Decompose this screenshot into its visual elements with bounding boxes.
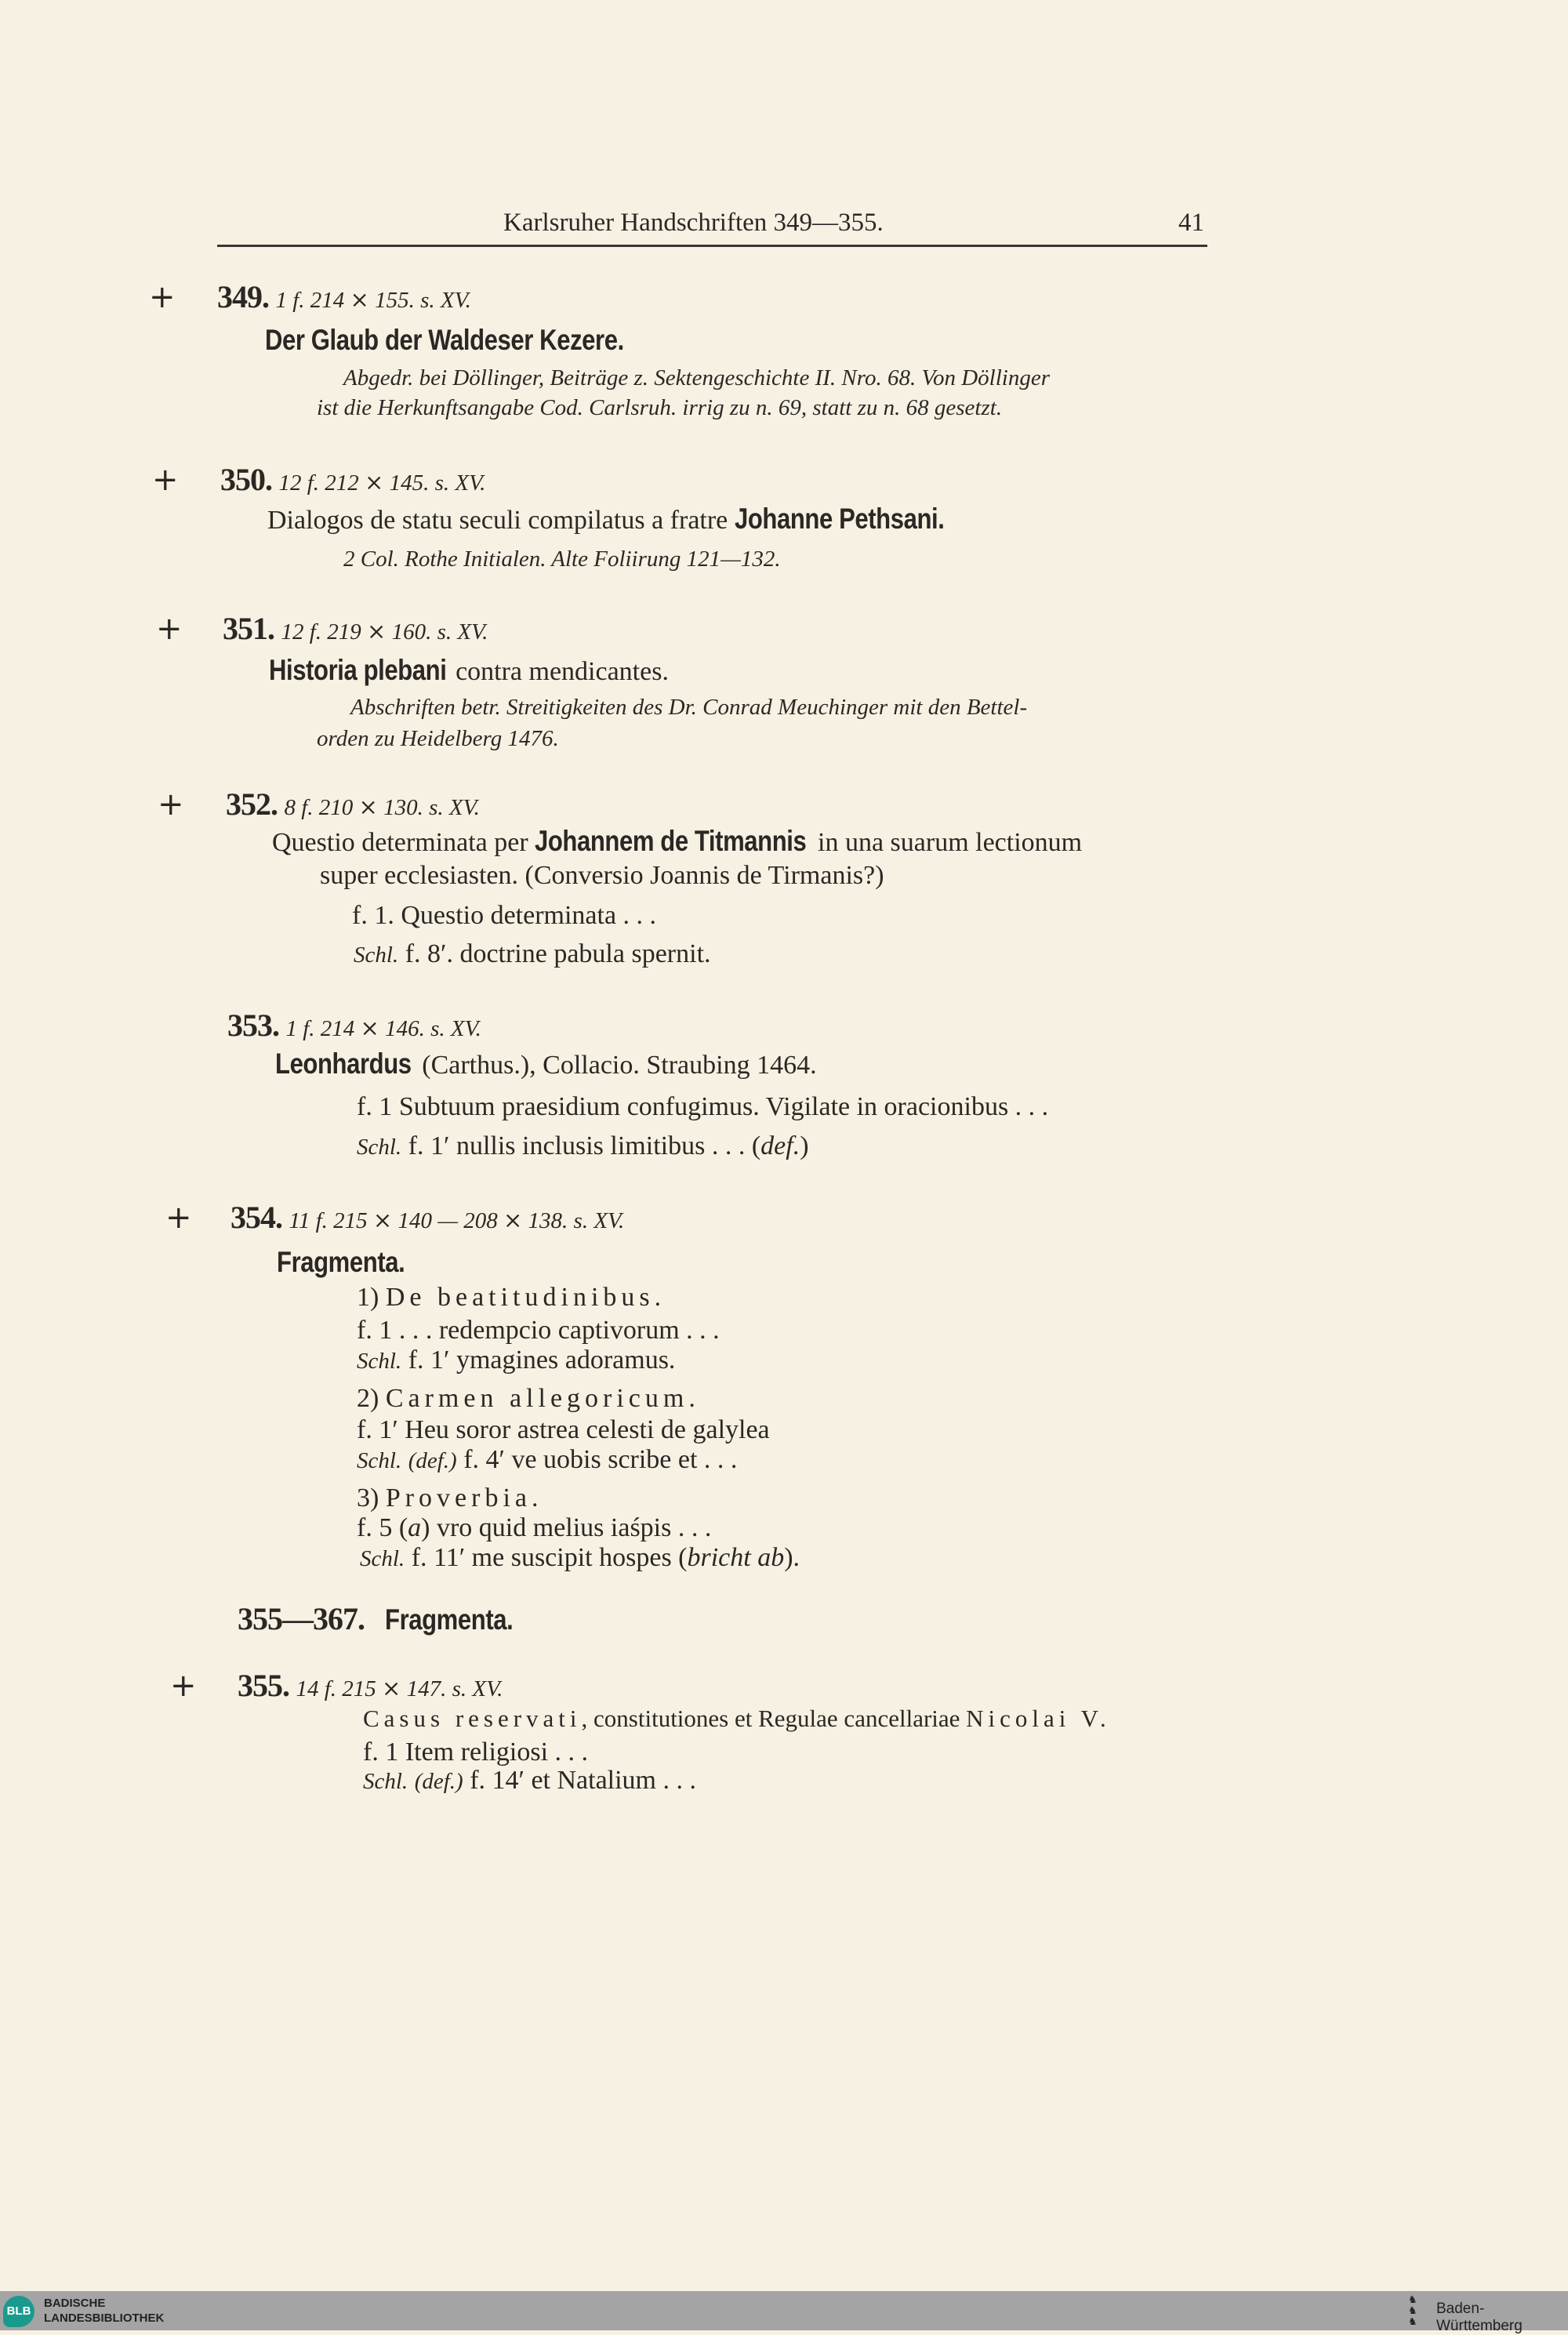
entry-heading (230, 1199, 624, 1236)
part-number: 1) (357, 1283, 386, 1312)
entry-number: 349. (217, 279, 269, 314)
entry-heading (226, 786, 480, 823)
footer-bar (0, 2291, 1568, 2334)
entry-number: 355. (238, 1668, 289, 1703)
state-label[interactable]: Baden-Württemberg (1436, 2301, 1523, 2334)
plus-mark: + (152, 462, 179, 498)
incipit-text: f. 5 ( (357, 1513, 408, 1542)
entry-title: Fragmenta. (277, 1246, 405, 1278)
incipit: f. 1 Subtuum praesidium confugimus. Vigilate in oracionibus . . . (357, 1092, 1049, 1121)
explicit-label: Schl. (357, 1135, 402, 1160)
explicit-def: (def.) (414, 1769, 463, 1794)
plus-mark: + (149, 279, 176, 315)
entry-title: Der Glaub der Waldeser Kezere. (265, 324, 624, 356)
title-continuation: super ecclesiasten. (Conversio Joannis de Tirmanis?) (320, 861, 884, 890)
title-text: contra mendicantes. (448, 657, 669, 686)
entry-heading (223, 610, 488, 648)
explicit (354, 935, 711, 973)
explicit (357, 1441, 737, 1479)
title-text: (Carthus.), Collacio. Straubing 1464. (415, 1051, 817, 1080)
explicit-text: f. 1′ nullis inclusis limitibus . . . ( (401, 1131, 761, 1160)
plus-mark: + (158, 786, 184, 823)
title-text: Questio determinata per (272, 828, 535, 857)
entry-heading (238, 1667, 503, 1705)
part-number: 2) (357, 1384, 386, 1413)
explicit-label: Schl. (363, 1769, 408, 1794)
part-heading (357, 1279, 666, 1316)
explicit (360, 1539, 800, 1577)
entry-heading (220, 461, 485, 499)
author-name: Johanne Pethsani. (734, 503, 945, 535)
plus-mark: + (156, 611, 183, 647)
incipit: f. 1. Questio determinata . . . (352, 901, 657, 930)
explicit-def: def. (760, 1131, 800, 1160)
entry-note: 2 Col. Rothe Initialen. Alte Foliirung 121—132. (343, 547, 781, 572)
entry-note: ist die Herkunftsangabe Cod. Carlsruh. irrig zu n. 69, statt zu n. 68 gesetzt. (317, 395, 1003, 420)
explicit-def: (def.) (408, 1448, 457, 1473)
entry-description: 8 f. 210 ⨯ 130. s. XV. (284, 795, 480, 820)
title-text: Dialogos de statu seculi compilatus a fratre (267, 506, 735, 535)
entry-title (363, 1700, 1111, 1738)
title-spaced: Nicolai V. (966, 1705, 1111, 1732)
entry-description: 11 f. 215 ⨯ 140 — 208 ⨯ 138. s. XV. (289, 1208, 625, 1233)
entry-note: Abgedr. bei Döllinger, Beiträge z. Sektengeschichte II. Nro. 68. Von Döllinger (343, 365, 1050, 390)
incipit: f. 1′ Heu soror astrea celesti de galylea (357, 1415, 770, 1444)
explicit-label: Schl. (354, 942, 399, 968)
blb-logo[interactable]: BLB (3, 2296, 34, 2327)
explicit-end: ) (800, 1131, 809, 1160)
part-number: 3) (357, 1483, 386, 1512)
entry-note: Abschriften betr. Streitigkeiten des Dr. Conrad Meuchinger mit den Bettel- (350, 695, 1028, 720)
plus-mark: + (170, 1668, 197, 1704)
library-name (44, 2296, 164, 2326)
page-number: 41 (1178, 209, 1204, 237)
title-spaced: Casus reservati (363, 1705, 582, 1732)
explicit-note: bricht ab (687, 1543, 785, 1572)
entry-description: 14 f. 215 ⨯ 147. s. XV. (296, 1676, 503, 1701)
explicit-label: Schl. (360, 1546, 405, 1571)
section-heading (238, 1600, 537, 1638)
header-rule (217, 245, 1207, 247)
entry-title (275, 1045, 817, 1083)
explicit-text: f. 8′. doctrine pabula spernit. (398, 939, 711, 968)
incipit-column: a (408, 1513, 422, 1542)
entry-heading (217, 278, 471, 316)
incipit: f. 1 . . . redempcio captivorum . . . (357, 1316, 720, 1345)
explicit-label: Schl. (357, 1448, 402, 1473)
library-name-line1: BADISCHE (44, 2297, 106, 2310)
entry-description: 12 f. 212 ⨯ 145. s. XV. (278, 470, 486, 496)
entry-title (269, 652, 669, 689)
title-text: , constitutiones et Regulae cancellariae (581, 1705, 967, 1732)
entry-description: 1 f. 214 ⨯ 155. s. XV. (275, 288, 471, 313)
entry-number: 354. (230, 1200, 282, 1235)
explicit (357, 1342, 675, 1379)
entry-heading (227, 1007, 481, 1044)
explicit-end: ). (784, 1543, 800, 1572)
section-title: Fragmenta. (384, 1603, 513, 1636)
section-range: 355—367. (238, 1601, 365, 1636)
part-title: Carmen allegoricum. (385, 1384, 700, 1413)
author-name: Leonhardus (275, 1048, 412, 1080)
author-name: Johannem de Titmannis (535, 825, 807, 857)
explicit (357, 1128, 809, 1165)
explicit-text: f. 14′ et Natalium . . . (463, 1766, 697, 1795)
explicit-text: f. 11′ me suscipit hospes ( (405, 1543, 688, 1572)
entry-description: 12 f. 219 ⨯ 160. s. XV. (281, 619, 488, 645)
incipit: f. 1 Item religiosi . . . (363, 1738, 589, 1767)
part-title: Proverbia. (385, 1483, 543, 1512)
entry-number: 352. (226, 786, 278, 822)
library-name-line2: LANDESBIBLIOTHEK (44, 2311, 165, 2325)
lion-crest-icon: ♞ ♞ ♞ (1408, 2293, 1417, 2327)
title-text: in una suarum lectionum (811, 828, 1083, 857)
title-bold: Historia plebani (269, 654, 447, 686)
plus-mark: + (165, 1200, 192, 1236)
entry-description: 1 f. 214 ⨯ 146. s. XV. (285, 1016, 481, 1041)
incipit-text: ) vro quid melius iaśpis . . . (421, 1513, 712, 1542)
entry-title (272, 823, 1082, 860)
explicit-text: f. 1′ ymagines adoramus. (401, 1345, 676, 1374)
explicit-text: f. 4′ ve uobis scribe et . . . (456, 1445, 738, 1474)
entry-number: 353. (227, 1008, 279, 1043)
entry-number: 351. (223, 611, 274, 646)
entry-note: orden zu Heidelberg 1476. (317, 726, 559, 751)
entry-title (267, 500, 984, 538)
part-title: De beatitudinibus. (385, 1283, 666, 1312)
entry-number: 350. (220, 462, 272, 497)
explicit-label: Schl. (357, 1349, 402, 1374)
running-title: Karlsruher Handschriften 349—355. (503, 209, 884, 237)
explicit (363, 1762, 696, 1799)
